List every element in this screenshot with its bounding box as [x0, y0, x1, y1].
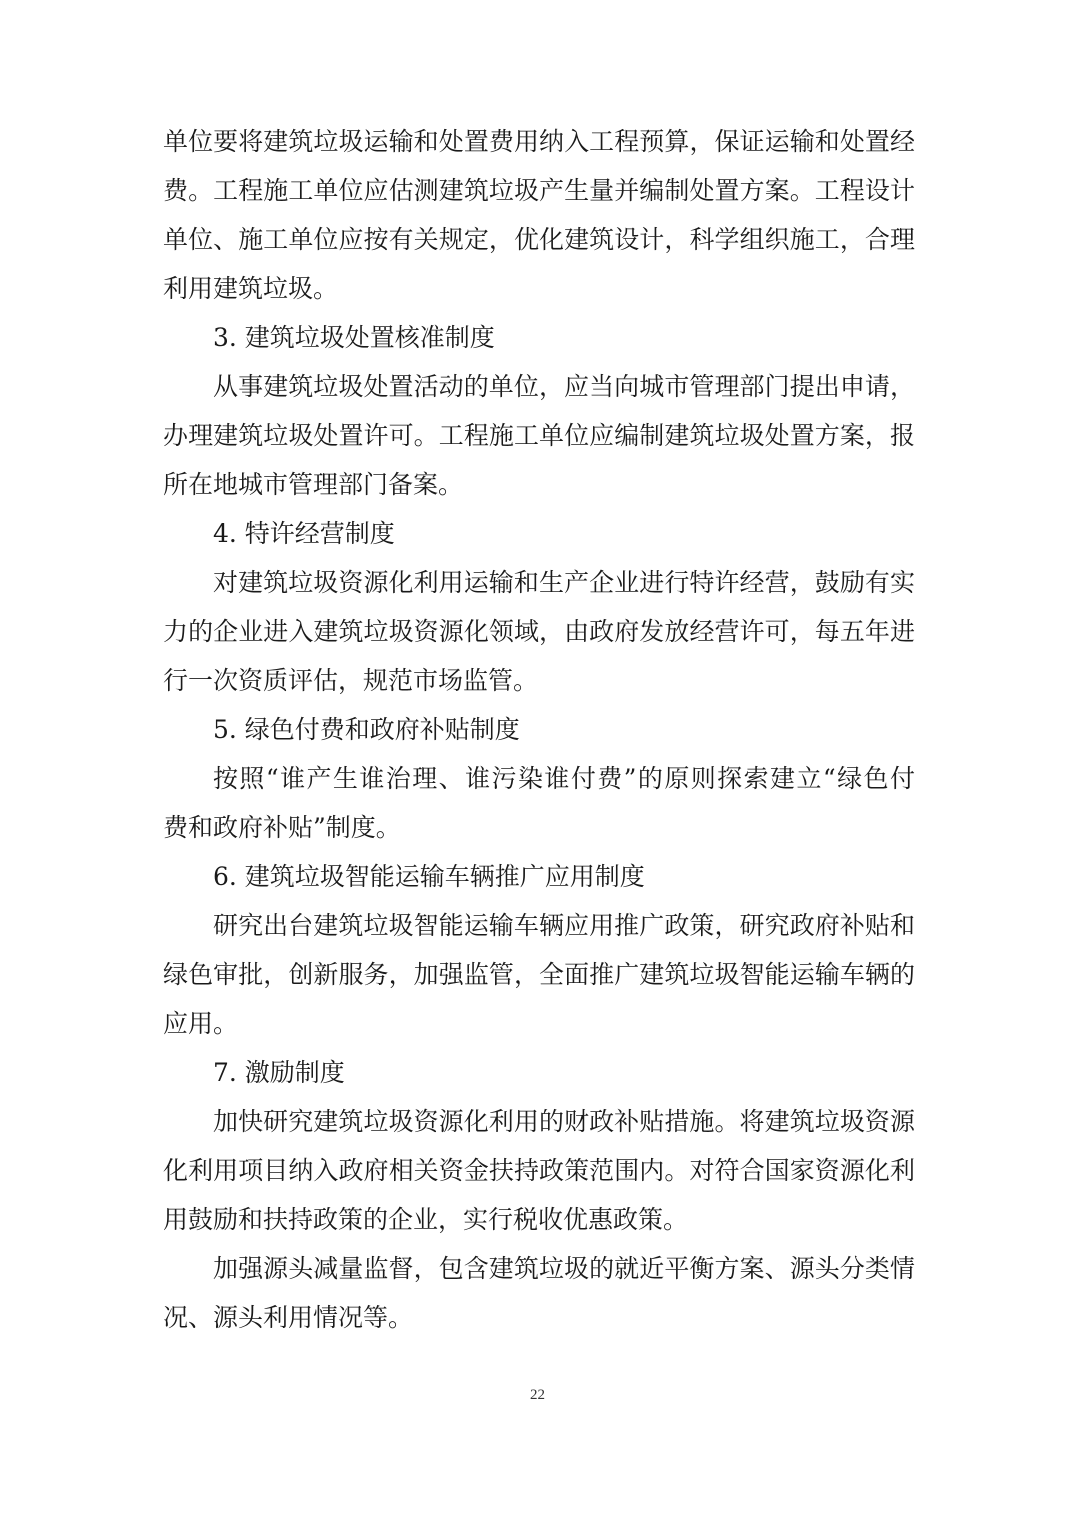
page-body: [163, 117, 915, 1342]
text-line: 利用建筑垃圾。: [163, 274, 339, 303]
text-line: 从事建筑垃圾处置活动的单位，应当向城市管理部门提出申请，: [213, 372, 915, 401]
heading-text: 7. 激励制度: [213, 1058, 345, 1087]
text-line: 单位、施工单位应按有关规定，优化建筑设计，科学组织施工，合理: [163, 225, 915, 254]
paragraph: [163, 558, 915, 705]
heading-text: 6. 建筑垃圾智能运输车辆推广应用制度: [213, 862, 645, 891]
text-line: 绿色审批，创新服务，加强监管，全面推广建筑垃圾智能运输车辆的: [163, 960, 915, 989]
text-line: 用鼓励和扶持政策的企业，实行税收优惠政策。: [163, 1205, 689, 1234]
text-line: 办理建筑垃圾处置许可。工程施工单位应编制建筑垃圾处置方案，报: [163, 421, 915, 450]
heading-text: 4. 特许经营制度: [213, 519, 395, 548]
text-line: 费。工程施工单位应估测建筑垃圾产生量并编制处置方案。工程设计: [163, 176, 915, 205]
text-line: 研究出台建筑垃圾智能运输车辆应用推广政策，研究政府补贴和: [213, 911, 915, 940]
paragraph: [163, 901, 915, 1048]
page-number: 22: [530, 1387, 545, 1403]
heading-text: 5. 绿色付费和政府补贴制度: [213, 715, 520, 744]
paragraph: [163, 1244, 915, 1342]
text-line: 单位要将建筑垃圾运输和处置费用纳入工程预算，保证运输和处置经: [163, 127, 915, 156]
paragraph: [163, 754, 915, 852]
text-line: 力的企业进入建筑垃圾资源化领域，由政府发放经营许可，每五年进: [163, 617, 915, 646]
paragraph: [163, 117, 915, 313]
text-line: 按照“谁产生谁治理、谁污染谁付费”的原则探索建立“绿色付: [213, 764, 915, 793]
text-line: 应用。: [163, 1009, 239, 1038]
paragraph: [163, 362, 915, 509]
paragraph: [163, 1097, 915, 1244]
section-heading: [163, 313, 915, 362]
text-line: 况、源头利用情况等。: [163, 1303, 414, 1332]
text-line: 加快研究建筑垃圾资源化利用的财政补贴措施。将建筑垃圾资源: [213, 1107, 915, 1136]
text-line: 对建筑垃圾资源化利用运输和生产企业进行特许经营，鼓励有实: [213, 568, 915, 597]
heading-text: 3. 建筑垃圾处置核准制度: [213, 323, 495, 352]
section-heading: [163, 1048, 915, 1097]
text-line: 加强源头减量监督，包含建筑垃圾的就近平衡方案、源头分类情: [213, 1254, 915, 1283]
section-heading: [163, 705, 915, 754]
section-heading: [163, 852, 915, 901]
section-heading: [163, 509, 915, 558]
text-line: 费和政府补贴”制度。: [163, 813, 401, 842]
text-line: 行一次资质评估，规范市场监管。: [163, 666, 539, 695]
text-line: 所在地城市管理部门备案。: [163, 470, 464, 499]
text-line: 化利用项目纳入政府相关资金扶持政策范围内。对符合国家资源化利: [163, 1156, 915, 1185]
